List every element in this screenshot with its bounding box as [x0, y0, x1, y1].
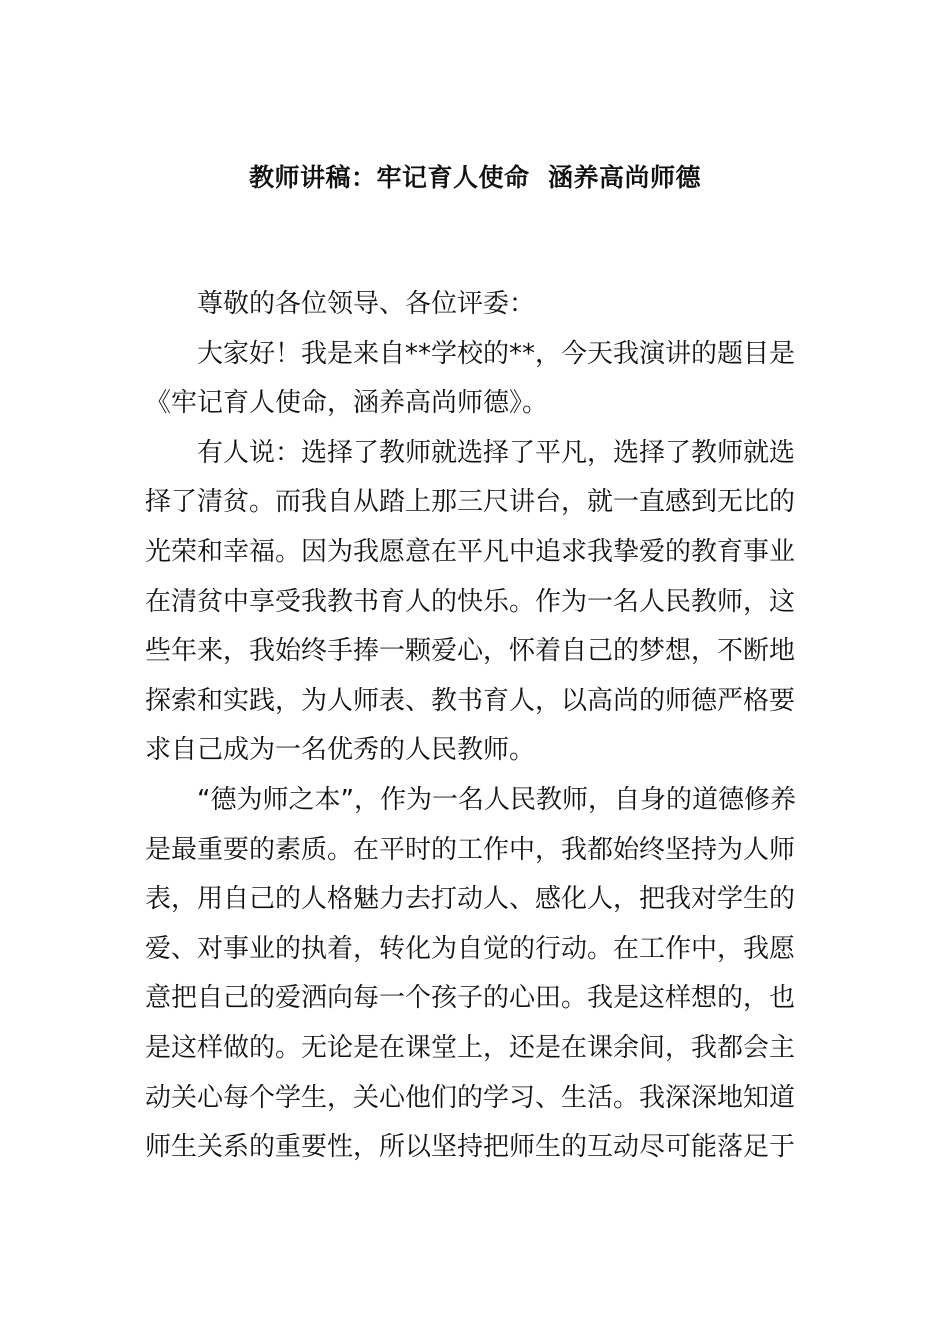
paragraph-line: 是最重要的素质。在平时的工作中，我都始终坚持为人师	[145, 834, 796, 865]
document-body	[145, 280, 807, 1173]
paragraph-line: 光荣和幸福。因为我愿意在平凡中追求我挚爱的教育事业	[145, 536, 796, 567]
document-title: 教师讲稿：牢记育人使命 涵养高尚师德	[249, 163, 701, 192]
paragraph-line: “德为师之本”，作为一名人民教师，自身的道德修养	[197, 784, 796, 815]
paragraph-line: 意把自己的爱洒向每一个孩子的心田。我是这样想的，也	[145, 983, 796, 1014]
paragraph-line: 在清贫中享受我教书育人的快乐。作为一名人民教师，这	[145, 586, 796, 617]
paragraph-line: 动关心每个学生，关心他们的学习、生活。我深深地知道	[145, 1082, 796, 1113]
paragraph-line: 爱、对事业的执着，转化为自觉的行动。在工作中，我愿	[145, 933, 796, 964]
paragraph-line: 大家好！我是来自**学校的**，今天我演讲的题目是	[197, 338, 796, 369]
paragraph-line: 些年来，我始终手捧一颗爱心，怀着自己的梦想，不断地	[145, 636, 796, 667]
paragraph-line: 探索和实践，为人师表、教书育人，以高尚的师德严格要	[145, 685, 796, 716]
paragraph-line: 是这样做的。无论是在课堂上，还是在课余间，我都会主	[145, 1032, 796, 1063]
paragraph-line: 择了清贫。而我自从踏上那三尺讲台，就一直感到无比的	[145, 487, 796, 518]
paragraph-line: 师生关系的重要性，所以坚持把师生的互动尽可能落足于	[145, 1132, 796, 1163]
paragraph-line: 表，用自己的人格魅力去打动人、感化人，把我对学生的	[145, 884, 796, 915]
salutation-line: 尊敬的各位领导、各位评委：	[197, 289, 536, 319]
paragraph-line: 求自己成为一名优秀的人民教师。	[145, 735, 536, 766]
paragraph-line: 《牢记育人使命，涵养高尚师德》。	[145, 388, 549, 419]
paragraph-line: 有人说：选择了教师就选择了平凡，选择了教师就选	[197, 437, 796, 468]
